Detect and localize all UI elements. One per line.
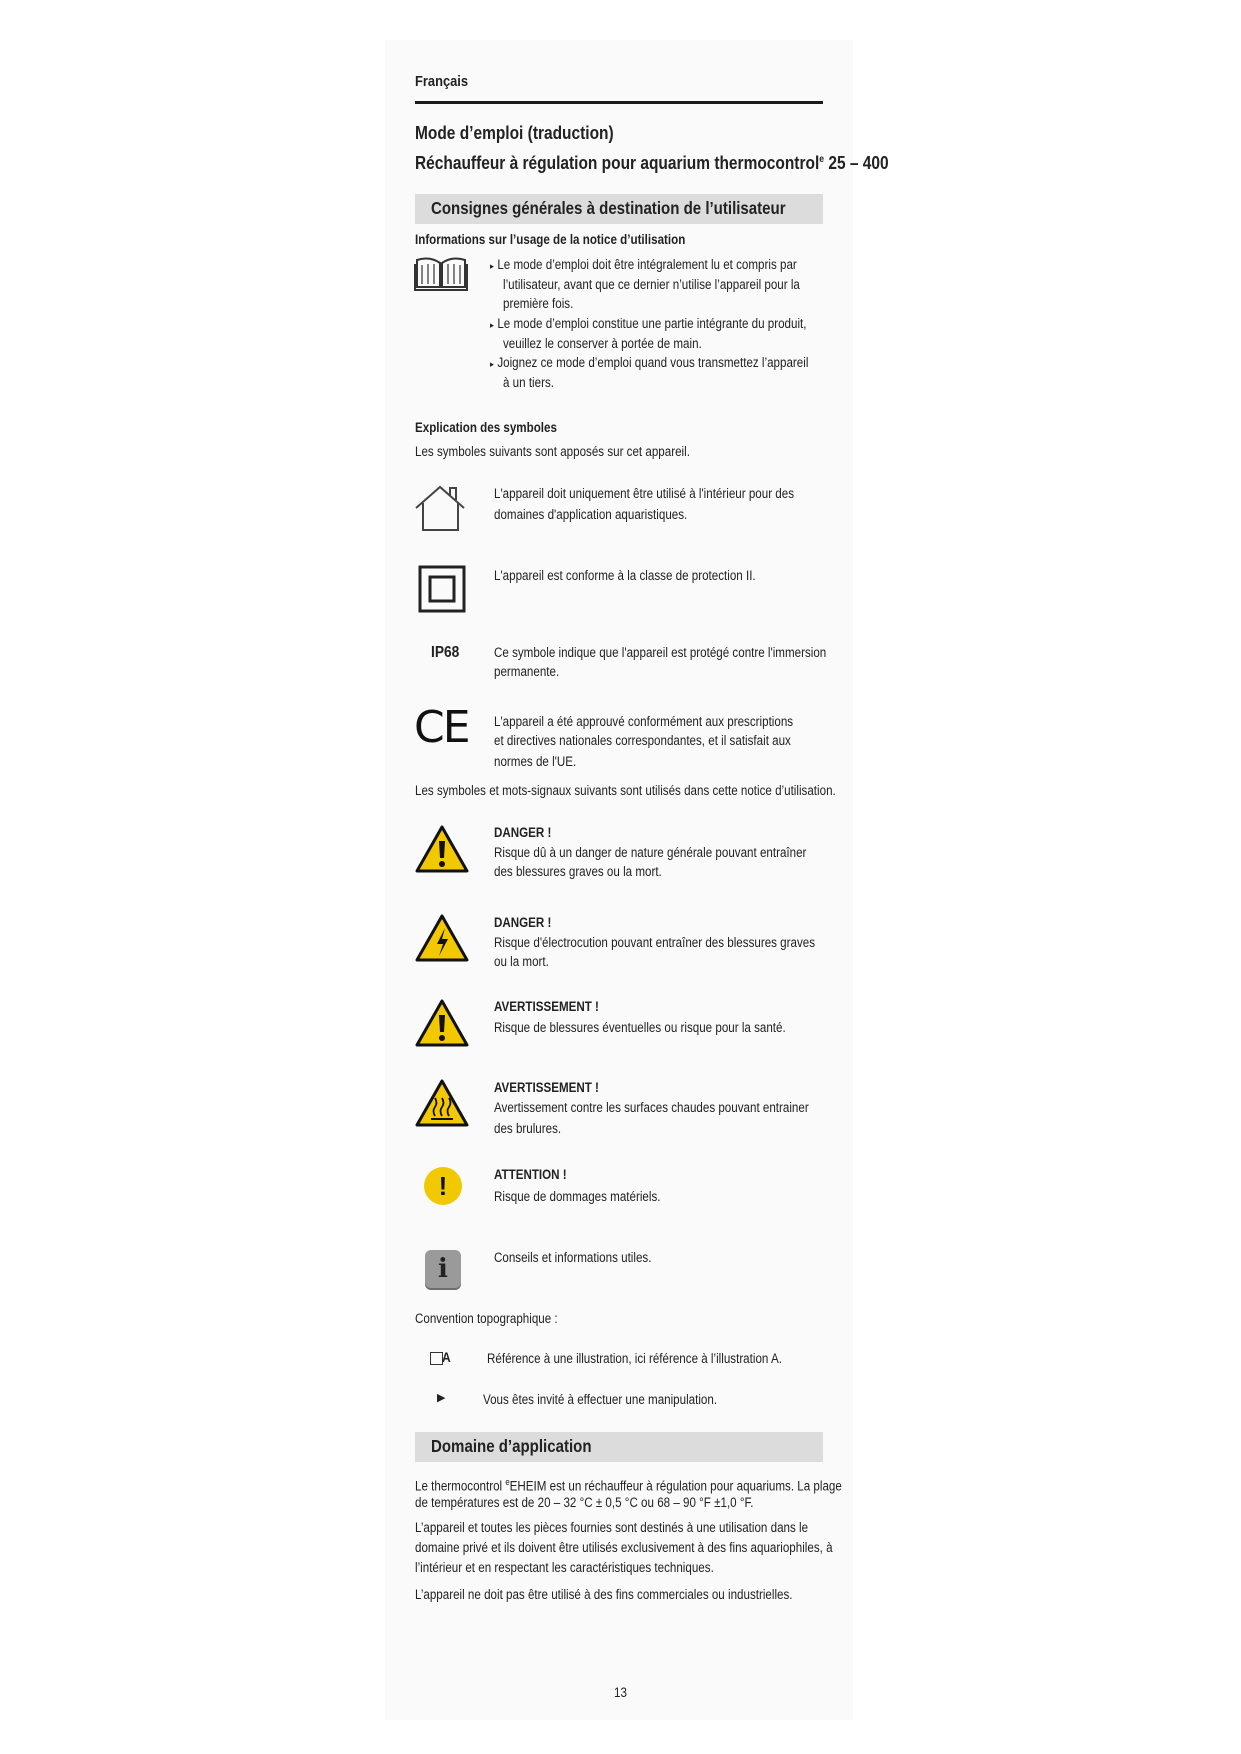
application-paragraph: Le thermocontrol $^e$EHEIM est un réchauffeur à régulation pour aquariums. La plage <box>415 1477 842 1494</box>
ce-text: normes de l'UE. <box>494 754 577 769</box>
application-paragraph: L’appareil et toutes les pièces fournies sont destinés à une utilisation dans le <box>415 1520 809 1535</box>
danger-text: Risque dû à un danger de nature générale pouvant entraîner <box>494 845 807 860</box>
danger-text: ou la mort. <box>494 954 549 969</box>
product-title: Réchauffeur à régulation pour aquarium thermocontrol$^e$ 25 – 400 <box>415 153 889 173</box>
class2-text: L'appareil est conforme à la classe de protection II. <box>494 568 756 583</box>
house-icon <box>414 484 468 532</box>
attention-title: ATTENTION ! <box>494 1167 567 1182</box>
warning-text: Risque de blessures éventuelles ou risque pour la santé. <box>494 1020 786 1035</box>
bullet-continuation: première fois. <box>503 296 574 311</box>
application-paragraph: de températures est de 20 – 32 °C ± 0,5 °C ou 68 – 90 °F ±1,0 °F. <box>415 1495 754 1510</box>
bullet-continuation: l’utilisateur, avant que ce dernier n’utilise l’appareil pour la <box>503 277 800 292</box>
figure-reference-text: Référence à une illustration, ici référence à l’illustration A. <box>487 1351 782 1366</box>
action-text: Vous êtes invité à effectuer une manipulation. <box>483 1392 718 1407</box>
document-title: Mode d’emploi (traduction) <box>415 123 614 143</box>
indoor-text: domaines d'application aquaristiques. <box>494 507 688 522</box>
electrical-danger-icon <box>414 913 470 963</box>
language-label: Français <box>415 73 469 90</box>
attention-text: Risque de dommages matériels. <box>494 1189 661 1204</box>
section-heading-text: Consignes générales à destination de l’utilisateur <box>431 198 786 218</box>
warning-text: Avertissement contre les surfaces chaudes pouvant entrainer <box>494 1100 809 1115</box>
bullet-continuation: à un tiers. <box>503 375 554 390</box>
bullet-item: ▸ Le mode d’emploi constitue une partie intégrante du produit, <box>490 316 807 331</box>
application-paragraph: domaine privé et ils doivent être utilisés exclusivement à des fins aquariophiles, à <box>415 1540 833 1555</box>
warning-text: des brulures. <box>494 1121 562 1136</box>
info-text: Conseils et informations utiles. <box>494 1250 652 1265</box>
action-arrow-icon: ▶ <box>437 1392 446 1404</box>
section-heading-application <box>415 1432 823 1462</box>
book-icon <box>414 254 468 292</box>
application-paragraph: L’appareil ne doit pas être utilisé à des fins commerciales ou industrielles. <box>415 1587 793 1602</box>
ce-text: L'appareil a été approuvé conformément aux prescriptions <box>494 714 794 729</box>
danger-title: DANGER ! <box>494 825 552 840</box>
convention-heading: Convention topographique : <box>415 1311 558 1326</box>
sub-heading-usage: Informations sur l’usage de la notice d’utilisation <box>415 232 686 247</box>
header-rule <box>415 101 823 104</box>
protection-class-ii-icon <box>418 565 466 613</box>
attention-icon: ! <box>424 1167 462 1205</box>
ce-text: et directives nationales correspondantes, et il satisfait aux <box>494 733 791 748</box>
danger-title: DANGER ! <box>494 915 552 930</box>
figure-reference-label: A <box>442 1349 451 1365</box>
hot-surface-icon <box>414 1078 470 1128</box>
info-icon: i <box>425 1250 461 1288</box>
warning-title: AVERTISSEMENT ! <box>494 999 599 1014</box>
symbols-heading: Explication des symboles <box>415 420 557 435</box>
indoor-text: L'appareil doit uniquement être utilisé à l'intérieur pour des <box>494 486 795 501</box>
bullet-item: ▸ Joignez ce mode d’emploi quand vous transmettez l’appareil <box>490 355 809 370</box>
general-danger-icon <box>414 824 470 874</box>
bullet-item: ▸ Le mode d’emploi doit être intégralement lu et compris par <box>490 257 797 272</box>
section-heading-text: Domaine d’application <box>431 1436 592 1456</box>
section-heading-general <box>415 194 823 224</box>
ip68-label: IP68 <box>431 644 460 661</box>
warning-title: AVERTISSEMENT ! <box>494 1080 599 1095</box>
application-paragraph: l’intérieur et en respectant les caractéristiques techniques. <box>415 1560 714 1575</box>
danger-text: des blessures graves ou la mort. <box>494 864 662 879</box>
signal-intro: Les symboles et mots-signaux suivants sont utilisés dans cette notice d’utilisation. <box>415 783 836 798</box>
danger-text: Risque d'électrocution pouvant entraîner des blessures graves <box>494 935 816 950</box>
ip68-text: permanente. <box>494 664 560 679</box>
warning-icon <box>414 998 470 1048</box>
ip68-text: Ce symbole indique que l'appareil est protégé contre l'immersion <box>494 645 827 660</box>
symbols-intro: Les symboles suivants sont apposés sur cet appareil. <box>415 444 690 459</box>
ce-mark-icon: CE <box>414 702 469 753</box>
page-number: 13 <box>614 1685 627 1700</box>
bullet-continuation: veuillez le conserver à portée de main. <box>503 336 702 351</box>
